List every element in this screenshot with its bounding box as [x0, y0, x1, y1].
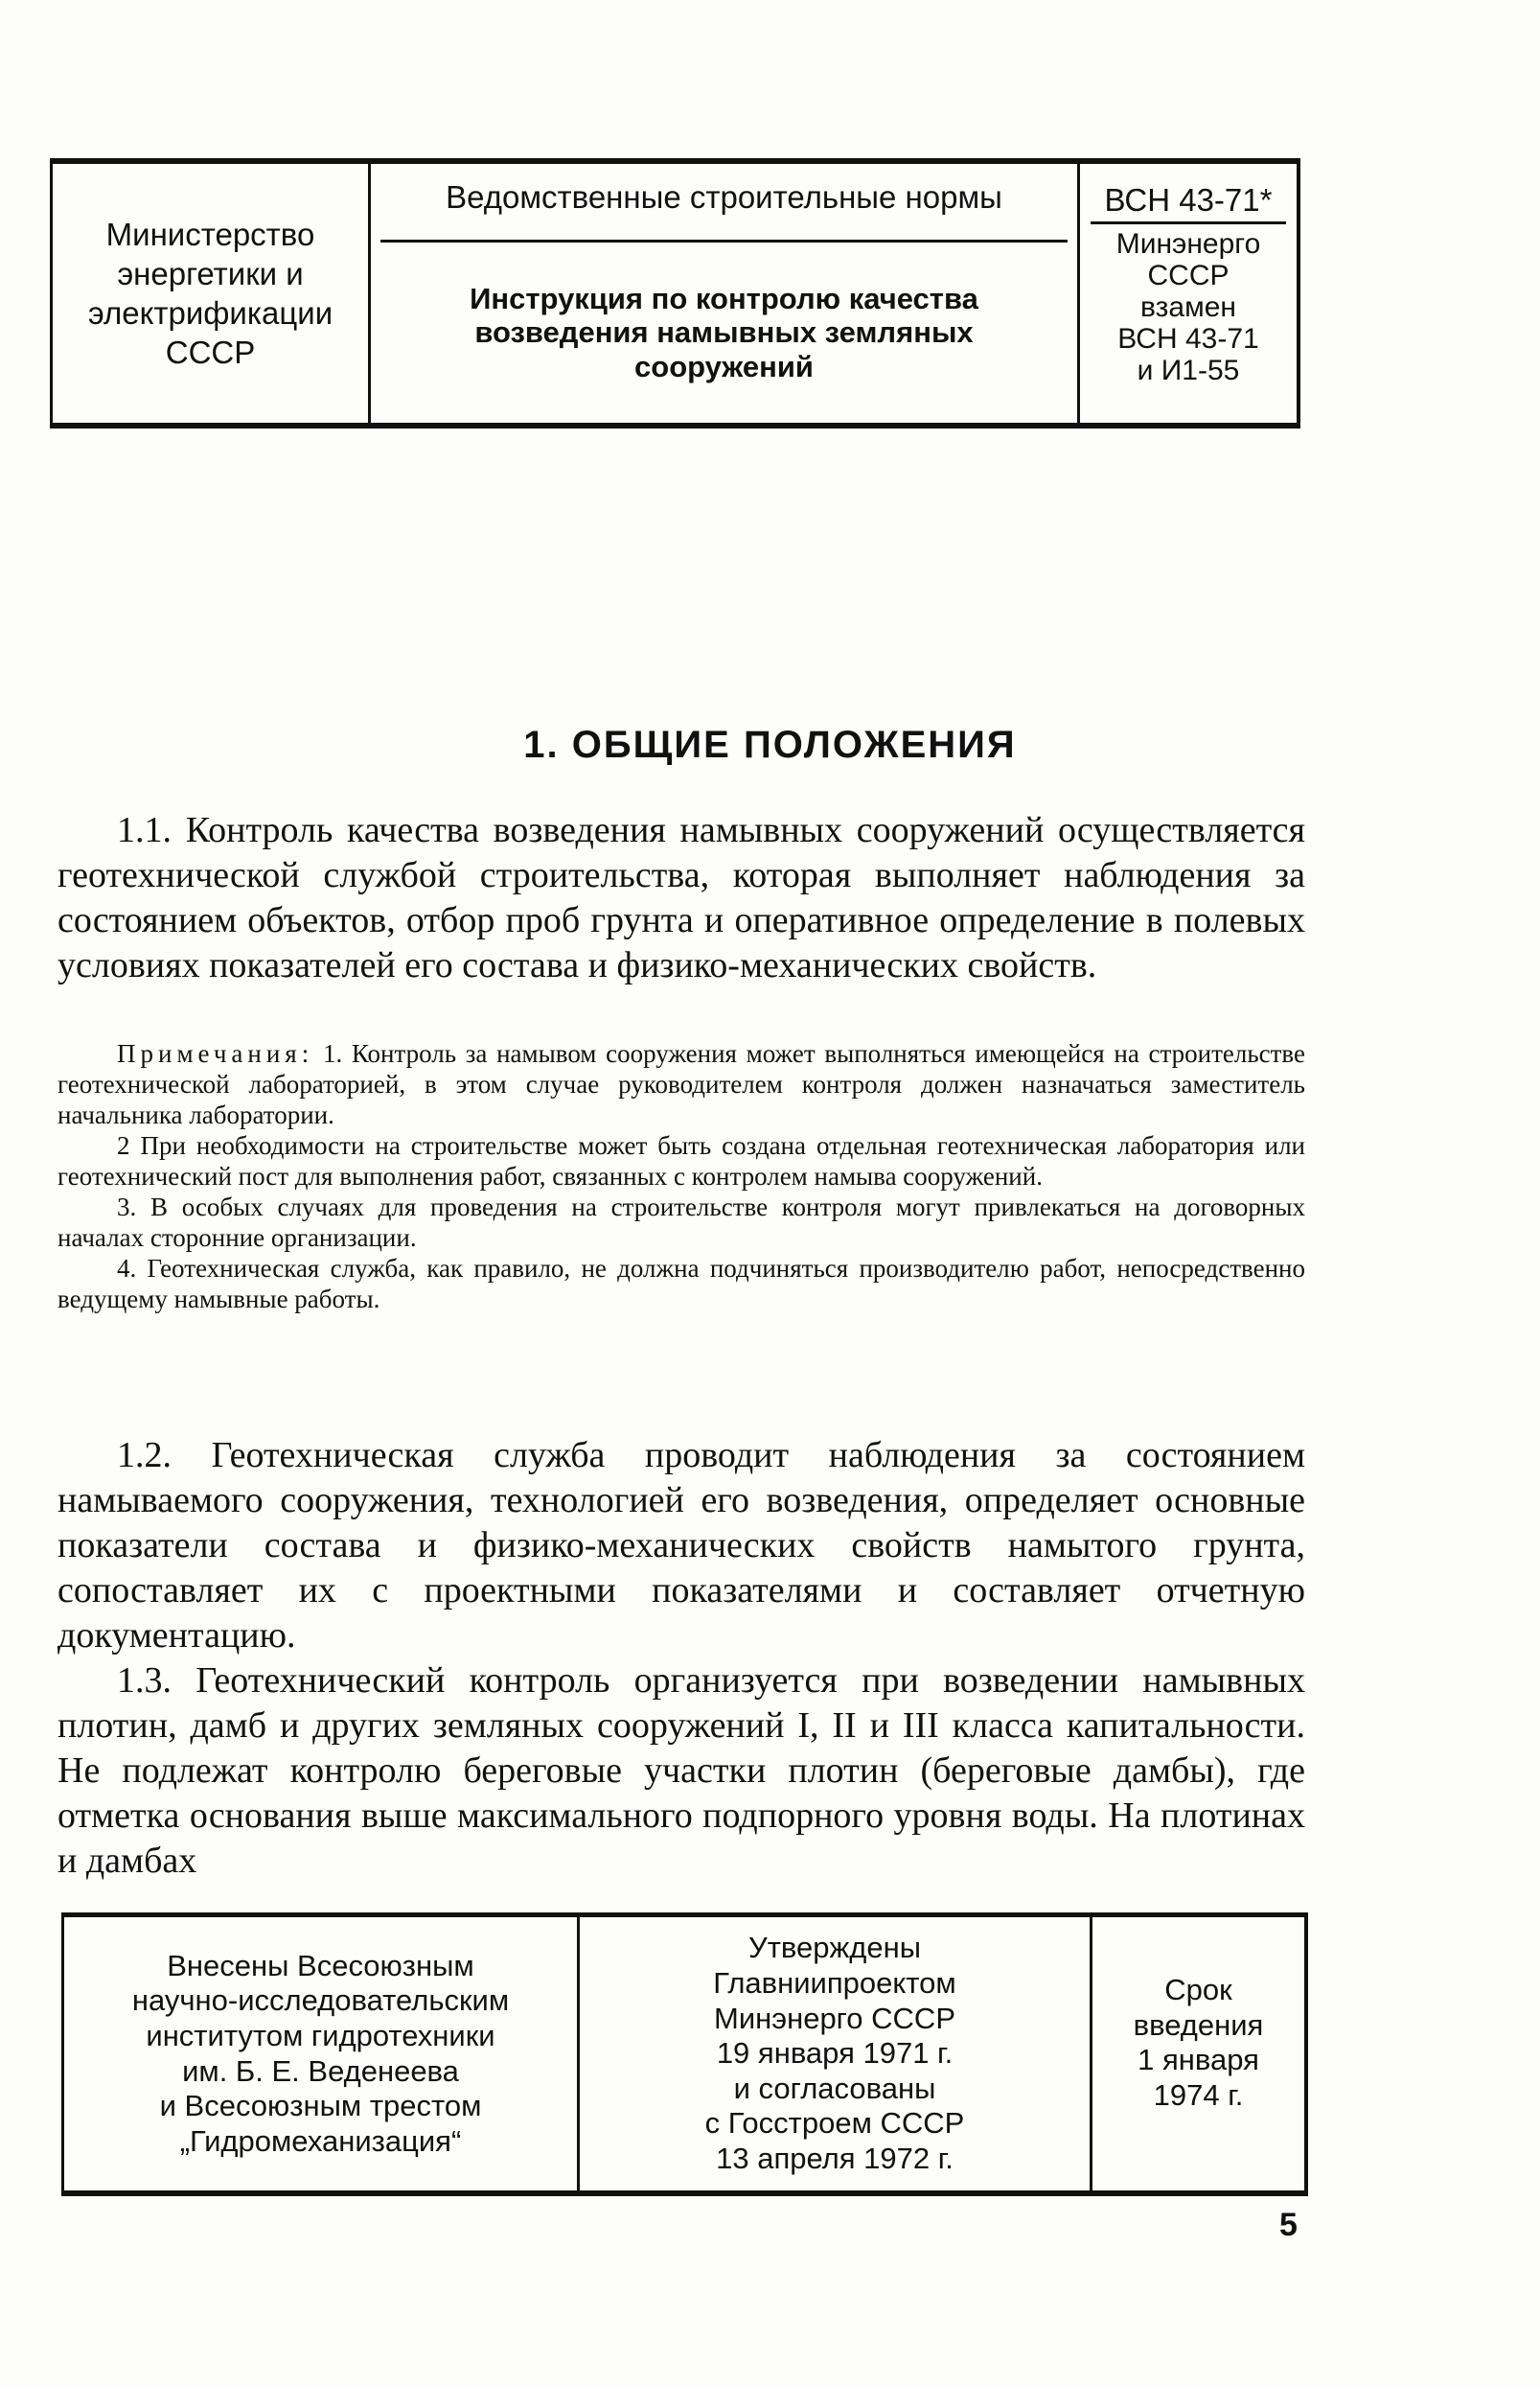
approved-cell: [580, 1917, 1092, 2190]
introduced-line: „Гидромеханизация“: [179, 2123, 462, 2158]
code-line: и И1-55: [1137, 355, 1240, 387]
introduced-cell: [64, 1917, 580, 2190]
ministry-line: энергетики и: [117, 255, 304, 291]
approved-line: 13 апреля 1972 г.: [716, 2141, 954, 2175]
page-number: 5: [1279, 2207, 1298, 2243]
code-line: Минэнерго: [1115, 228, 1261, 261]
header-table: [50, 158, 1300, 429]
introduced-line: институтом гидротехники: [146, 2018, 495, 2052]
code-line: СССР: [1147, 260, 1230, 292]
footer-table: [61, 1912, 1308, 2196]
introduced-line: Внесены Всесоюзным: [167, 1948, 474, 1982]
section-title: 1. ОБЩИЕ ПОЛОЖЕНИЯ: [523, 724, 1017, 766]
notes-block: [57, 1038, 1305, 1314]
paragraph-1-3: 1.3. Геотехнический контроль организуется при возведении намывных плотин, дамб и других земляных сооружений I, II и III класса капитальности. Не подлежат контролю береговые участки плотин (береговые дамбы), где отметка основания выше максимального подпорного уровня воды. На плотинах и дамбах: [57, 1660, 1305, 1881]
effective-line: Срок: [1164, 1973, 1232, 2006]
effective-line: введения: [1133, 2007, 1264, 2042]
ministry-line: электрификации: [87, 295, 333, 331]
introduced-line: им. Б. Е. Веденеева: [182, 2053, 459, 2088]
code-line: взамен: [1140, 291, 1236, 324]
title-line: Инструкция по контролю качества: [470, 281, 978, 315]
approved-line: с Госстроем СССР: [704, 2106, 965, 2141]
title-line: возведения намывных земляных: [474, 315, 974, 350]
effective-line: 1974 г.: [1153, 2077, 1244, 2112]
approved-line: и согласованы: [733, 2071, 936, 2105]
document-code: ВСН 43-71*: [1091, 183, 1285, 224]
note-3: 3. В особых случаях для проведения на строительстве контроля могут привлекаться на договорных началах сторонние организации.: [57, 1193, 1305, 1252]
paragraph-1-1: 1.1. Контроль качества возведения намывных сооружений осуществляется геотехнической службой строительства, которая выполняет наблюдения за состоянием объектов, отбор проб грунта и оперативное определение в полевых условиях показателей его состава и физико-механических свойств.: [57, 810, 1305, 985]
note-4: 4. Геотехническая служба, как правило, не должна подчиняться производителю работ, непосредственно ведущему намывные работы.: [57, 1254, 1305, 1313]
notes-label: Примечания:: [117, 1039, 314, 1068]
note-1: 1. Контроль за намывом сооружения может выполняться имеющейся на строительстве геотехнической лабораторией, в этом случае руководителем контроля должен назначаться заместитель начальника лаборатории.: [57, 1039, 1305, 1129]
title-line: сооружений: [634, 349, 814, 383]
ministry-line: СССР: [165, 335, 256, 371]
effective-line: 1 января: [1138, 2043, 1259, 2077]
approved-line: Минэнерго СССР: [714, 2001, 955, 2035]
code-cell: [1080, 164, 1297, 423]
note-2: 2 При необходимости на строительстве может быть создана отдельная геотехническая лаборатория или геотехнический пост для выполнения работ, связанных с контролем намыва сооружений.: [57, 1131, 1305, 1191]
norms-label: Ведомственные строительные нормы: [380, 154, 1068, 243]
introduced-line: научно-исследовательским: [131, 1983, 510, 2018]
title-cell: [371, 164, 1080, 423]
ministry-line: Министерство: [105, 216, 315, 252]
document-title: [470, 243, 978, 423]
paragraph-1-2: 1.2. Геотехническая служба проводит наблюдения за состоянием намываемого сооружения, технологией его возведения, определяет основные показатели состава и физико-механических свойств намытого грунта, сопоставляет их с проектными показателями и составляет отчетную документацию.: [57, 1435, 1305, 1656]
approved-line: 19 января 1971 г.: [716, 2036, 954, 2071]
effective-date-cell: [1092, 1917, 1304, 2190]
code-line: ВСН 43-71: [1117, 323, 1259, 356]
approved-line: Главниипроектом: [713, 1966, 956, 2001]
ministry-cell: [53, 164, 371, 423]
approved-line: Утверждены: [748, 1931, 921, 1965]
introduced-line: и Всесоюзным трестом: [159, 2089, 482, 2123]
